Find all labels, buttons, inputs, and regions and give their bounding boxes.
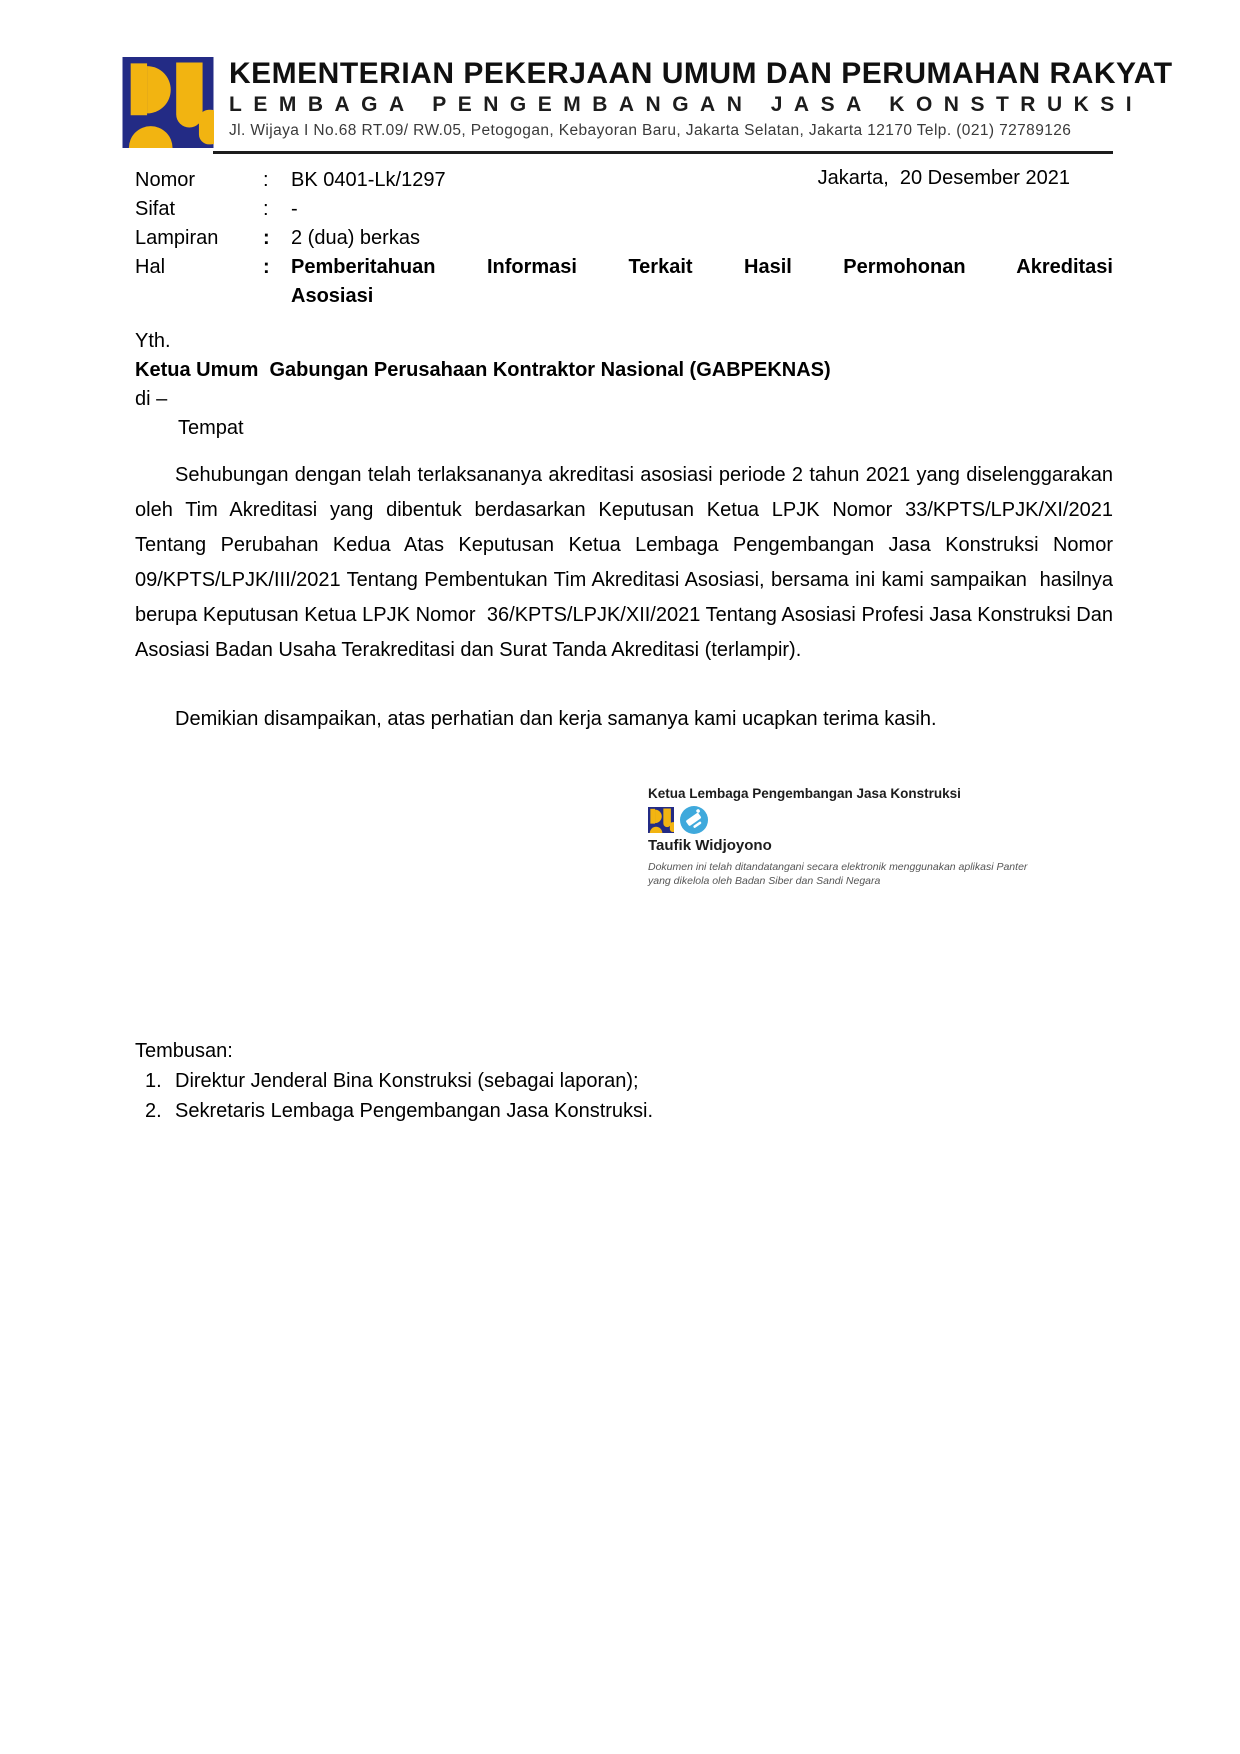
recipient-salutation: Yth.	[135, 330, 171, 352]
esign-disclaimer	[648, 861, 1108, 888]
sifat-separator: :	[263, 198, 269, 220]
tembusan-item-2-number: 2.	[145, 1100, 162, 1122]
esign-badge-icon	[679, 805, 709, 835]
letterhead-text	[229, 57, 1173, 148]
ministry-name: KEMENTERIAN PEKERJAAN UMUM DAN PERUMAHAN RAKYAT	[229, 57, 1173, 90]
nomor-label: Nomor	[135, 169, 196, 191]
meta-row-hal	[135, 253, 1113, 311]
tembusan-item-2	[145, 1097, 653, 1126]
tembusan-item-2-text: Sekretaris Lembaga Pengembangan Jasa Konstruksi.	[175, 1100, 654, 1122]
hal-subject-line2: Asosiasi	[291, 285, 374, 307]
tembusan-item-1	[145, 1067, 653, 1096]
meta-row-lampiran	[135, 224, 1113, 253]
pu-logo-icon	[648, 807, 674, 833]
pu-kementerian-logo-icon	[122, 57, 214, 148]
body-paragraph-1: Sehubungan dengan telah terlaksananya akreditasi asosiasi periode 2 tahun 2021 yang diselenggarakan oleh Tim Akreditasi yang dibentuk berdasarkan Keputusan Ketua LPJK Nomor 33/KPTS/LPJK/XI/2021 Tentang Perubahan Kedua Atas Keputusan Ketua Lembaga Pengembangan Jasa Konstruksi Nomor 09/KPTS/LPJK/III/2021 Tentang Pembentukan Tim Akreditasi Asosiasi, bersama ini kami sampaikan hasilnya berupa Keputusan Ketua LPJK Nomor 36/KPTS/LPJK/XII/2021 Tentang Asosiasi Profesi Jasa Konstruksi Dan Asosiasi Badan Usaha Terakreditasi dan Surat Tanda Akreditasi (terlampir).	[135, 464, 1119, 661]
signer-name: Taufik Widjoyono	[648, 837, 772, 854]
sifat-value: -	[291, 198, 298, 220]
signature-block	[648, 786, 1108, 888]
letter-date: Jakarta, 20 Desember 2021	[817, 167, 1070, 189]
recipient-di: di –	[135, 388, 168, 410]
tembusan-item-1-text: Direktur Jenderal Bina Konstruksi (sebagai laporan);	[175, 1070, 639, 1092]
tembusan-title: Tembusan:	[135, 1040, 233, 1062]
agency-name: LEMBAGA PENGEMBANGAN JASA KONSTRUKSI	[229, 93, 1144, 116]
signer-title: Ketua Lembaga Pengembangan Jasa Konstruksi	[648, 786, 961, 801]
sifat-label: Sifat	[135, 198, 176, 220]
signature-icons	[648, 805, 1108, 835]
hal-value	[291, 253, 1113, 311]
recipient-name: Ketua Umum Gabungan Perusahaan Kontraktor Nasional (GABPEKNAS)	[135, 359, 831, 381]
lampiran-value: 2 (dua) berkas	[291, 227, 420, 249]
recipient-block	[135, 327, 831, 443]
tembusan-item-1-number: 1.	[145, 1070, 162, 1092]
lampiran-separator: :	[263, 227, 270, 249]
hal-subject-line1: Pemberitahuan Informasi Terkait Hasil Permohonan Akreditasi	[291, 256, 1113, 278]
body-paragraph-2: Demikian disampaikan, atas perhatian dan kerja samanya kami ucapkan terima kasih.	[175, 708, 937, 730]
esign-disclaimer-line1: Dokumen ini telah ditandatangani secara elektronik menggunakan aplikasi Panter	[648, 861, 1028, 873]
recipient-place: Tempat	[178, 417, 244, 439]
nomor-value: BK 0401-Lk/1297	[291, 169, 446, 191]
hal-separator: :	[263, 256, 270, 278]
letterhead-divider	[213, 151, 1113, 154]
letterhead	[122, 57, 1173, 148]
meta-row-sifat	[135, 195, 1113, 224]
agency-address: Jl. Wijaya I No.68 RT.09/ RW.05, Petogogan, Kebayoran Baru, Jakarta Selatan, Jakarta 12170 Telp. (021) 72789126	[229, 122, 1072, 139]
tembusan-block	[135, 1037, 653, 1126]
nomor-separator: :	[263, 169, 269, 191]
lampiran-label: Lampiran	[135, 227, 219, 249]
letter-meta	[135, 166, 1113, 311]
hal-label: Hal	[135, 256, 166, 278]
esign-disclaimer-line2: yang dikelola oleh Badan Siber dan Sandi Negara	[648, 874, 881, 887]
